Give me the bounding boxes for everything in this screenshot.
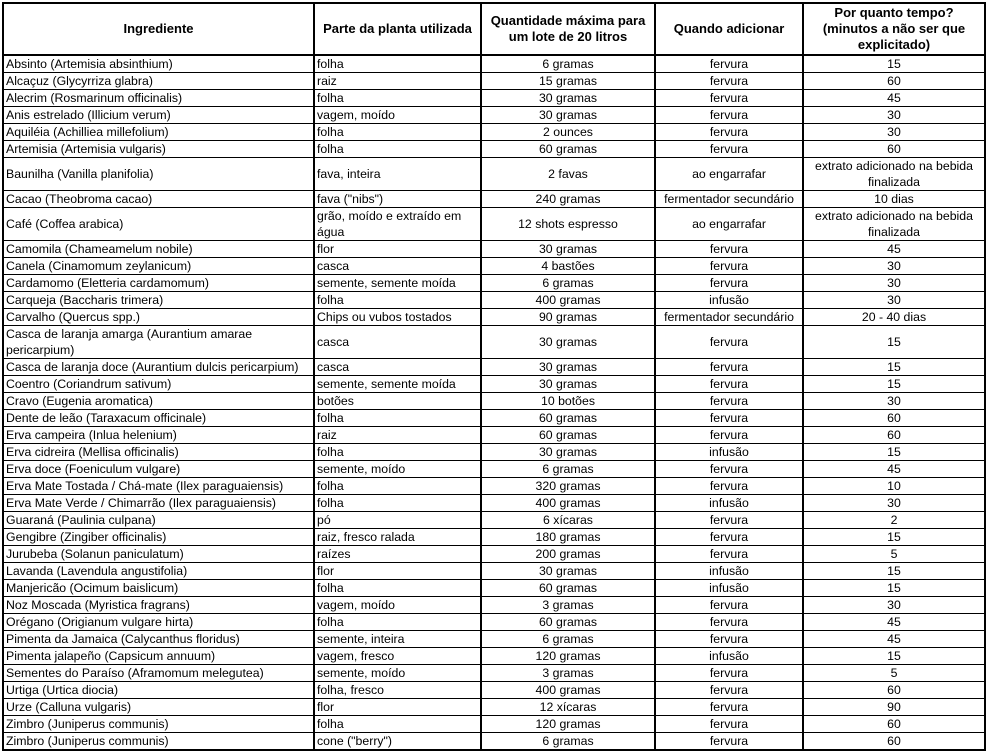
- cell-quantidade[interactable]: 6 gramas: [481, 275, 655, 292]
- table-row: [3, 309, 985, 326]
- table-row: [3, 665, 985, 682]
- cell-quando[interactable]: fervura: [655, 107, 803, 124]
- cell-ingrediente[interactable]: Alcaçuz (Glycyrriza glabra): [3, 73, 314, 90]
- cell-tempo[interactable]: 30: [803, 124, 985, 141]
- cell-tempo[interactable]: 15: [803, 648, 985, 665]
- cell-tempo[interactable]: 2: [803, 512, 985, 529]
- cell-parte[interactable]: casca: [314, 258, 481, 275]
- cell-tempo[interactable]: 15: [803, 376, 985, 393]
- cell-quando[interactable]: fervura: [655, 716, 803, 733]
- cell-quantidade[interactable]: 6 gramas: [481, 55, 655, 73]
- cell-tempo[interactable]: 30: [803, 393, 985, 410]
- cell-quando[interactable]: ao engarrafar: [655, 208, 803, 241]
- cell-ingrediente[interactable]: Dente de leão (Taraxacum officinale): [3, 410, 314, 427]
- cell-ingrediente[interactable]: Casca de laranja amarga (Aurantium amarae pericarpium): [3, 326, 314, 359]
- cell-ingrediente[interactable]: Carvalho (Quercus spp.): [3, 309, 314, 326]
- cell-tempo[interactable]: 60: [803, 733, 985, 751]
- header-ingrediente[interactable]: Ingrediente: [3, 3, 314, 55]
- cell-quantidade[interactable]: 240 gramas: [481, 191, 655, 208]
- cell-ingrediente[interactable]: Manjericão (Ocimum baislicum): [3, 580, 314, 597]
- table-body: [3, 55, 985, 750]
- cell-tempo[interactable]: 10: [803, 478, 985, 495]
- cell-ingrediente[interactable]: Casca de laranja doce (Aurantium dulcis pericarpium): [3, 359, 314, 376]
- cell-quando[interactable]: fervura: [655, 376, 803, 393]
- header-quantidade[interactable]: Quantidade máxima para um lote de 20 litros: [481, 3, 655, 55]
- cell-parte[interactable]: folha, fresco: [314, 682, 481, 699]
- table-row: [3, 478, 985, 495]
- table-row: [3, 241, 985, 258]
- cell-parte[interactable]: raiz: [314, 73, 481, 90]
- table-row: [3, 90, 985, 107]
- cell-quando[interactable]: fermentador secundário: [655, 309, 803, 326]
- table-row: [3, 258, 985, 275]
- cell-tempo[interactable]: 60: [803, 682, 985, 699]
- cell-tempo[interactable]: 15: [803, 55, 985, 73]
- cell-tempo[interactable]: extrato adicionado na bebida finalizada: [803, 158, 985, 191]
- table-row: [3, 208, 985, 241]
- cell-tempo[interactable]: 30: [803, 107, 985, 124]
- cell-ingrediente[interactable]: Cacao (Theobroma cacao): [3, 191, 314, 208]
- cell-parte[interactable]: casca: [314, 326, 481, 359]
- cell-tempo[interactable]: 45: [803, 614, 985, 631]
- cell-quantidade[interactable]: 12 shots espresso: [481, 208, 655, 241]
- cell-tempo[interactable]: 60: [803, 141, 985, 158]
- cell-quando[interactable]: infusão: [655, 444, 803, 461]
- cell-parte[interactable]: folha: [314, 580, 481, 597]
- cell-quantidade[interactable]: 60 gramas: [481, 580, 655, 597]
- cell-quantidade[interactable]: 400 gramas: [481, 682, 655, 699]
- cell-ingrediente[interactable]: Coentro (Coriandrum sativum): [3, 376, 314, 393]
- cell-quantidade[interactable]: 30 gramas: [481, 90, 655, 107]
- table-row: [3, 580, 985, 597]
- cell-parte[interactable]: flor: [314, 699, 481, 716]
- table-row: [3, 495, 985, 512]
- cell-ingrediente[interactable]: Baunilha (Vanilla planifolia): [3, 158, 314, 191]
- cell-quantidade[interactable]: 60 gramas: [481, 141, 655, 158]
- cell-quantidade[interactable]: 60 gramas: [481, 410, 655, 427]
- cell-tempo[interactable]: 30: [803, 597, 985, 614]
- cell-quantidade[interactable]: 12 xícaras: [481, 699, 655, 716]
- cell-ingrediente[interactable]: Erva Mate Tostada / Chá-mate (Ilex paraguaiensis): [3, 478, 314, 495]
- cell-quantidade[interactable]: 200 gramas: [481, 546, 655, 563]
- cell-quantidade[interactable]: 6 gramas: [481, 461, 655, 478]
- cell-parte[interactable]: folha: [314, 495, 481, 512]
- cell-quantidade[interactable]: 2 favas: [481, 158, 655, 191]
- table-row: [3, 512, 985, 529]
- cell-ingrediente[interactable]: Carqueja (Baccharis trimera): [3, 292, 314, 309]
- cell-tempo[interactable]: 45: [803, 90, 985, 107]
- table-row: [3, 546, 985, 563]
- table-row: [3, 359, 985, 376]
- cell-parte[interactable]: grão, moído e extraído em água: [314, 208, 481, 241]
- table-row: [3, 699, 985, 716]
- header-parte[interactable]: Parte da planta utilizada: [314, 3, 481, 55]
- cell-ingrediente[interactable]: Anis estrelado (Illicium verum): [3, 107, 314, 124]
- cell-quantidade[interactable]: 4 bastões: [481, 258, 655, 275]
- cell-tempo[interactable]: 15: [803, 580, 985, 597]
- cell-ingrediente[interactable]: Café (Coffea arabica): [3, 208, 314, 241]
- cell-tempo[interactable]: 30: [803, 495, 985, 512]
- table-row: [3, 410, 985, 427]
- cell-tempo[interactable]: 60: [803, 410, 985, 427]
- cell-quando[interactable]: infusão: [655, 292, 803, 309]
- cell-parte[interactable]: fava, inteira: [314, 158, 481, 191]
- cell-quantidade[interactable]: 6 xícaras: [481, 512, 655, 529]
- herbs-table: [2, 2, 986, 751]
- cell-parte[interactable]: raiz: [314, 427, 481, 444]
- table-row: [3, 124, 985, 141]
- cell-quando[interactable]: infusão: [655, 563, 803, 580]
- cell-quando[interactable]: ao engarrafar: [655, 158, 803, 191]
- cell-quantidade[interactable]: 120 gramas: [481, 648, 655, 665]
- cell-ingrediente[interactable]: Urze (Calluna vulgaris): [3, 699, 314, 716]
- cell-quando[interactable]: infusão: [655, 495, 803, 512]
- cell-parte[interactable]: folha: [314, 292, 481, 309]
- cell-quantidade[interactable]: 120 gramas: [481, 716, 655, 733]
- cell-tempo[interactable]: extrato adicionado na bebida finalizada: [803, 208, 985, 241]
- cell-ingrediente[interactable]: Absinto (Artemisia absinthium): [3, 55, 314, 73]
- header-row: [3, 3, 985, 55]
- cell-quantidade[interactable]: 320 gramas: [481, 478, 655, 495]
- cell-quantidade[interactable]: 6 gramas: [481, 631, 655, 648]
- cell-quando[interactable]: fervura: [655, 427, 803, 444]
- table-row: [3, 529, 985, 546]
- cell-ingrediente[interactable]: Lavanda (Lavendula angustifolia): [3, 563, 314, 580]
- cell-quantidade[interactable]: 10 botões: [481, 393, 655, 410]
- cell-ingrediente[interactable]: Pimenta jalapeño (Capsicum annuum): [3, 648, 314, 665]
- cell-quantidade[interactable]: 30 gramas: [481, 563, 655, 580]
- cell-parte[interactable]: fava ("nibs"): [314, 191, 481, 208]
- cell-parte[interactable]: folha: [314, 716, 481, 733]
- cell-tempo[interactable]: 15: [803, 326, 985, 359]
- cell-tempo[interactable]: 15: [803, 529, 985, 546]
- header-quando[interactable]: Quando adicionar: [655, 3, 803, 55]
- cell-quantidade[interactable]: 3 gramas: [481, 665, 655, 682]
- cell-tempo[interactable]: 45: [803, 631, 985, 648]
- cell-quando[interactable]: fervura: [655, 733, 803, 751]
- cell-parte[interactable]: cone ("berry"): [314, 733, 481, 751]
- cell-parte[interactable]: semente, semente moída: [314, 275, 481, 292]
- table-row: [3, 292, 985, 309]
- cell-parte[interactable]: vagem, moído: [314, 107, 481, 124]
- cell-quando[interactable]: fervura: [655, 461, 803, 478]
- cell-tempo[interactable]: 90: [803, 699, 985, 716]
- table-row: [3, 631, 985, 648]
- cell-ingrediente[interactable]: Artemisia (Artemisia vulgaris): [3, 141, 314, 158]
- cell-parte[interactable]: folha: [314, 141, 481, 158]
- cell-ingrediente[interactable]: Orégano (Origianum vulgare hirta): [3, 614, 314, 631]
- cell-tempo[interactable]: 5: [803, 546, 985, 563]
- cell-tempo[interactable]: 60: [803, 73, 985, 90]
- cell-quando[interactable]: infusão: [655, 648, 803, 665]
- cell-quando[interactable]: fervura: [655, 275, 803, 292]
- table-row: [3, 461, 985, 478]
- cell-ingrediente[interactable]: Erva doce (Foeniculum vulgare): [3, 461, 314, 478]
- cell-tempo[interactable]: 60: [803, 716, 985, 733]
- cell-parte[interactable]: raízes: [314, 546, 481, 563]
- table-row: [3, 716, 985, 733]
- cell-tempo[interactable]: 10 dias: [803, 191, 985, 208]
- table-row: [3, 158, 985, 191]
- cell-quando[interactable]: fervura: [655, 478, 803, 495]
- cell-parte[interactable]: pó: [314, 512, 481, 529]
- table-row: [3, 191, 985, 208]
- cell-quando[interactable]: fervura: [655, 665, 803, 682]
- cell-ingrediente[interactable]: Guaraná (Paulinia culpana): [3, 512, 314, 529]
- cell-quando[interactable]: fervura: [655, 614, 803, 631]
- cell-quando[interactable]: fervura: [655, 73, 803, 90]
- cell-ingrediente[interactable]: Cravo (Eugenia aromatica): [3, 393, 314, 410]
- table-row: [3, 275, 985, 292]
- cell-quando[interactable]: fervura: [655, 326, 803, 359]
- table-row: [3, 73, 985, 90]
- cell-quando[interactable]: fervura: [655, 546, 803, 563]
- cell-parte[interactable]: casca: [314, 359, 481, 376]
- cell-parte[interactable]: semente, semente moída: [314, 376, 481, 393]
- cell-ingrediente[interactable]: Erva cidreira (Mellisa officinalis): [3, 444, 314, 461]
- cell-parte[interactable]: semente, moído: [314, 461, 481, 478]
- cell-parte[interactable]: folha: [314, 90, 481, 107]
- table-row: [3, 55, 985, 73]
- table-row: [3, 563, 985, 580]
- cell-quando[interactable]: fervura: [655, 258, 803, 275]
- cell-quantidade[interactable]: 60 gramas: [481, 614, 655, 631]
- cell-quando[interactable]: fervura: [655, 529, 803, 546]
- cell-quando[interactable]: fermentador secundário: [655, 191, 803, 208]
- cell-parte[interactable]: raiz, fresco ralada: [314, 529, 481, 546]
- cell-quantidade[interactable]: 400 gramas: [481, 292, 655, 309]
- cell-quantidade[interactable]: 30 gramas: [481, 107, 655, 124]
- cell-quantidade[interactable]: 3 gramas: [481, 597, 655, 614]
- cell-tempo[interactable]: 15: [803, 359, 985, 376]
- cell-parte[interactable]: vagem, moído: [314, 597, 481, 614]
- cell-quando[interactable]: fervura: [655, 55, 803, 73]
- cell-parte[interactable]: folha: [314, 410, 481, 427]
- cell-quando[interactable]: fervura: [655, 359, 803, 376]
- cell-parte[interactable]: vagem, fresco: [314, 648, 481, 665]
- cell-quantidade[interactable]: 180 gramas: [481, 529, 655, 546]
- table-row: [3, 682, 985, 699]
- cell-ingrediente[interactable]: Jurubeba (Solanun paniculatum): [3, 546, 314, 563]
- cell-parte[interactable]: semente, inteira: [314, 631, 481, 648]
- cell-quando[interactable]: fervura: [655, 90, 803, 107]
- cell-ingrediente[interactable]: Canela (Cinamomum zeylanicum): [3, 258, 314, 275]
- cell-parte[interactable]: flor: [314, 241, 481, 258]
- cell-ingrediente[interactable]: Cardamomo (Eletteria cardamomum): [3, 275, 314, 292]
- cell-ingrediente[interactable]: Pimenta da Jamaica (Calycanthus floridus): [3, 631, 314, 648]
- cell-parte[interactable]: botões: [314, 393, 481, 410]
- cell-tempo[interactable]: 45: [803, 241, 985, 258]
- table-row: [3, 648, 985, 665]
- cell-parte[interactable]: folha: [314, 614, 481, 631]
- cell-parte[interactable]: Chips ou vubos tostados: [314, 309, 481, 326]
- cell-quantidade[interactable]: 30 gramas: [481, 359, 655, 376]
- cell-quando[interactable]: fervura: [655, 682, 803, 699]
- cell-parte[interactable]: semente, moído: [314, 665, 481, 682]
- cell-tempo[interactable]: 20 - 40 dias: [803, 309, 985, 326]
- cell-quantidade[interactable]: 400 gramas: [481, 495, 655, 512]
- cell-parte[interactable]: folha: [314, 124, 481, 141]
- cell-quando[interactable]: infusão: [655, 580, 803, 597]
- table-row: [3, 326, 985, 359]
- cell-ingrediente[interactable]: Erva Mate Verde / Chimarrão (Ilex paraguaiensis): [3, 495, 314, 512]
- cell-parte[interactable]: folha: [314, 55, 481, 73]
- cell-tempo[interactable]: 60: [803, 427, 985, 444]
- table-row: [3, 393, 985, 410]
- table-row: [3, 444, 985, 461]
- table-row: [3, 141, 985, 158]
- cell-quantidade[interactable]: 60 gramas: [481, 427, 655, 444]
- cell-ingrediente[interactable]: Urtiga (Urtica diocia): [3, 682, 314, 699]
- cell-quantidade[interactable]: 2 ounces: [481, 124, 655, 141]
- cell-tempo[interactable]: 30: [803, 275, 985, 292]
- cell-ingrediente[interactable]: Zimbro (Juniperus communis): [3, 733, 314, 751]
- cell-parte[interactable]: folha: [314, 478, 481, 495]
- cell-quando[interactable]: fervura: [655, 410, 803, 427]
- table-row: [3, 614, 985, 631]
- cell-quantidade[interactable]: 30 gramas: [481, 376, 655, 393]
- cell-ingrediente[interactable]: Gengibre (Zingiber officinalis): [3, 529, 314, 546]
- cell-quando[interactable]: fervura: [655, 699, 803, 716]
- cell-quantidade[interactable]: 90 gramas: [481, 309, 655, 326]
- table-row: [3, 376, 985, 393]
- table-row: [3, 107, 985, 124]
- cell-quantidade[interactable]: 30 gramas: [481, 444, 655, 461]
- cell-quando[interactable]: fervura: [655, 631, 803, 648]
- cell-tempo[interactable]: 15: [803, 444, 985, 461]
- cell-ingrediente[interactable]: Noz Moscada (Myristica fragrans): [3, 597, 314, 614]
- cell-ingrediente[interactable]: Zimbro (Juniperus communis): [3, 716, 314, 733]
- table-row: [3, 733, 985, 751]
- cell-ingrediente[interactable]: Erva campeira (Inlua helenium): [3, 427, 314, 444]
- header-tempo[interactable]: Por quanto tempo? (minutos a não ser que explicitado): [803, 3, 985, 55]
- cell-tempo[interactable]: 30: [803, 292, 985, 309]
- cell-quantidade[interactable]: 30 gramas: [481, 241, 655, 258]
- table-row: [3, 597, 985, 614]
- cell-quando[interactable]: fervura: [655, 512, 803, 529]
- cell-parte[interactable]: folha: [314, 444, 481, 461]
- cell-ingrediente[interactable]: Aquiléia (Achilliea millefolium): [3, 124, 314, 141]
- cell-parte[interactable]: flor: [314, 563, 481, 580]
- cell-quantidade[interactable]: 6 gramas: [481, 733, 655, 751]
- cell-quantidade[interactable]: 15 gramas: [481, 73, 655, 90]
- cell-tempo[interactable]: 15: [803, 563, 985, 580]
- cell-quando[interactable]: fervura: [655, 124, 803, 141]
- cell-tempo[interactable]: 45: [803, 461, 985, 478]
- cell-tempo[interactable]: 30: [803, 258, 985, 275]
- cell-quando[interactable]: fervura: [655, 241, 803, 258]
- cell-quando[interactable]: fervura: [655, 141, 803, 158]
- cell-ingrediente[interactable]: Alecrim (Rosmarinum officinalis): [3, 90, 314, 107]
- cell-quando[interactable]: fervura: [655, 393, 803, 410]
- cell-quando[interactable]: fervura: [655, 597, 803, 614]
- cell-quantidade[interactable]: 30 gramas: [481, 326, 655, 359]
- cell-ingrediente[interactable]: Camomila (Chameamelum nobile): [3, 241, 314, 258]
- cell-ingrediente[interactable]: Sementes do Paraíso (Aframomum melegutea): [3, 665, 314, 682]
- table-row: [3, 427, 985, 444]
- cell-tempo[interactable]: 5: [803, 665, 985, 682]
